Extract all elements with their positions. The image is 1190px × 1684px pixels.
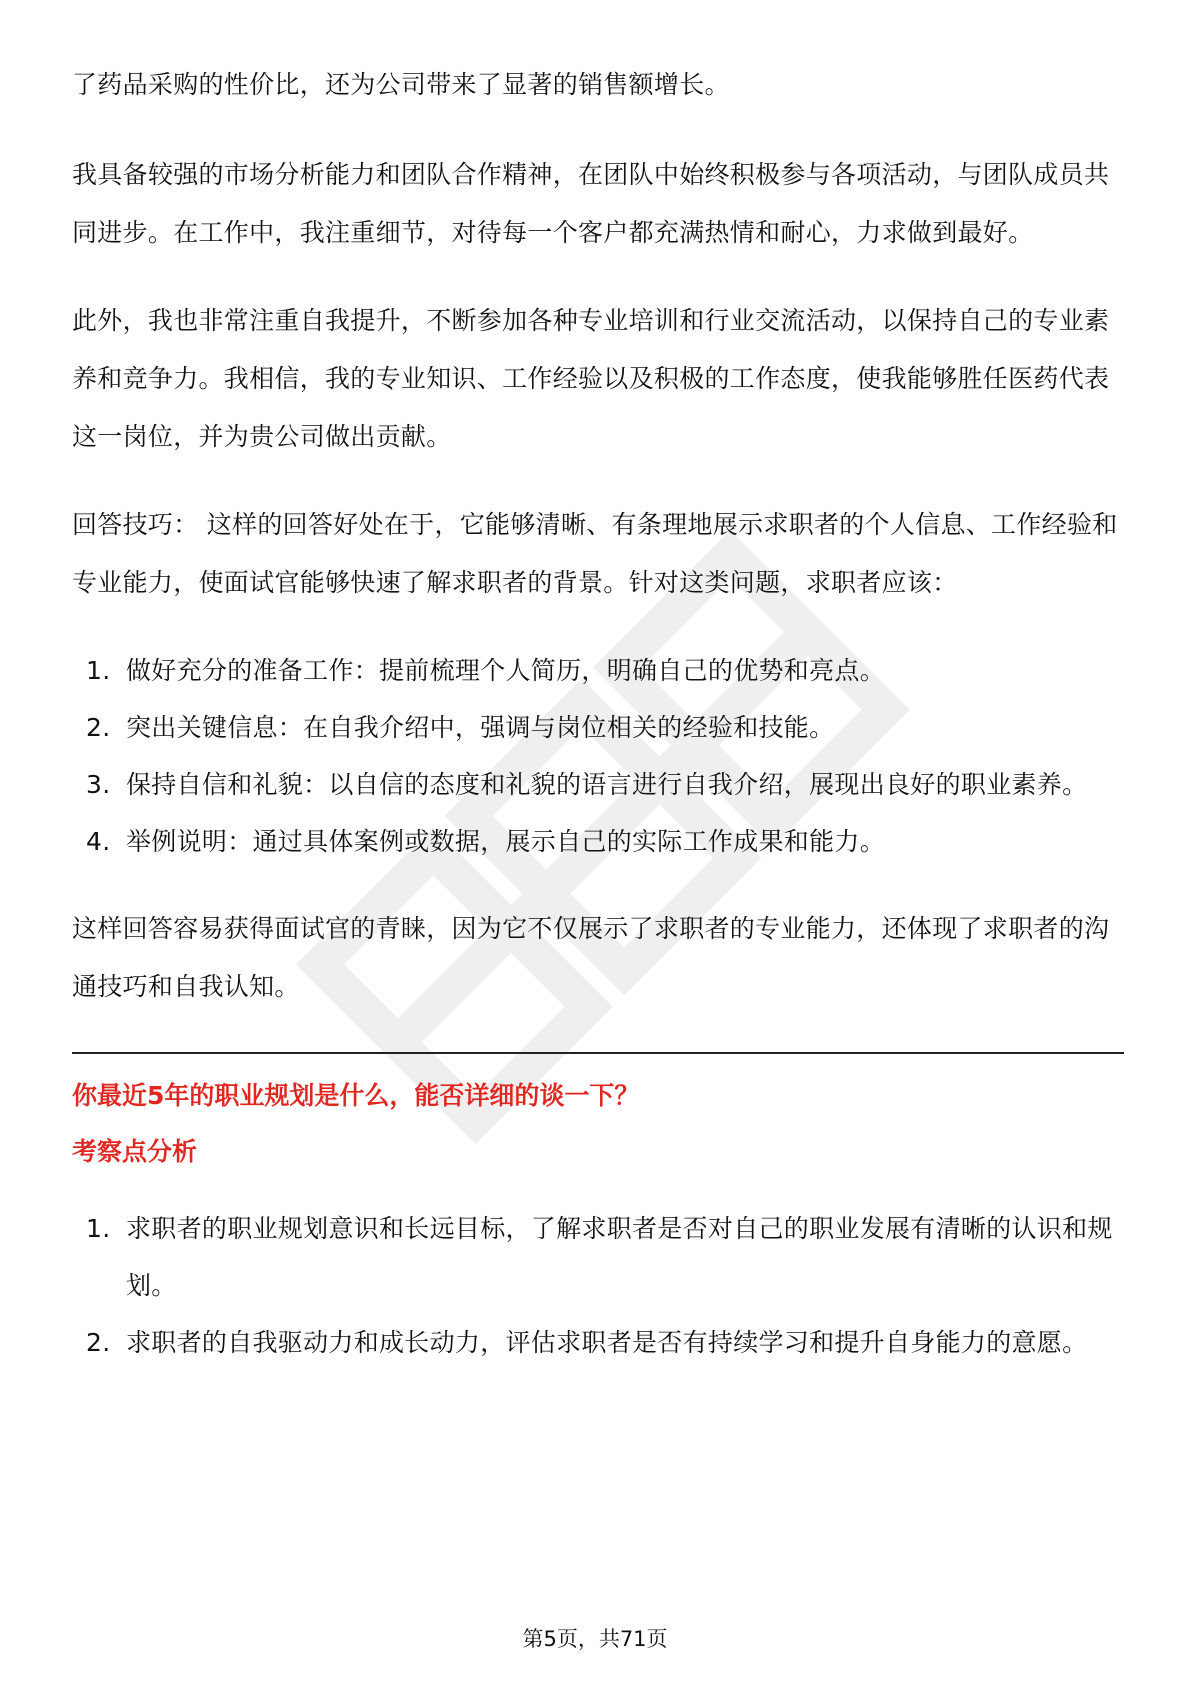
list-item — [72, 756, 1124, 813]
list-text: 突出关键信息：在自我介绍中，强调与岗位相关的经验和技能。 — [126, 713, 835, 742]
list-text: 举例说明：通过具体案例或数据，展示自己的实际工作成果和能力。 — [126, 827, 886, 856]
list-text: 做好充分的准备工作：提前梳理个人简历，明确自己的优势和亮点。 — [126, 656, 886, 685]
paragraph-closing: 这样回答容易获得面试官的青睐，因为它不仅展示了求职者的专业能力，还体现了求职者的沟通技巧和自我认知。 — [72, 914, 1110, 1001]
list-item — [72, 699, 1124, 756]
question-heading: 你最近5年的职业规划是什么，能否详细的谈一下？ — [72, 1081, 640, 1110]
paragraph-self-improvement: 此外，我也非常注重自我提升，不断参加各种专业培训和行业交流活动，以保持自己的专业素养和竞争力。我相信，我的专业知识、工作经验以及积极的工作态度，使我能够胜任医药代表这一岗位，并为贵公司做出贡献。 — [72, 306, 1110, 451]
list-number: 2. — [86, 713, 111, 742]
list-text: 求职者的自我驱动力和成长动力，评估求职者是否有持续学习和提升自身能力的意愿。 — [126, 1328, 1088, 1357]
list-item — [72, 1314, 1124, 1371]
list-number: 1. — [86, 1214, 111, 1243]
list-text: 保持自信和礼貌：以自信的态度和礼貌的语言进行自我介绍，展现出良好的职业素养。 — [126, 770, 1088, 799]
list-number: 2. — [86, 1328, 111, 1357]
list-item — [72, 642, 1124, 699]
list-number: 1. — [86, 656, 111, 685]
paragraph-answer-tips: 回答技巧： 这样的回答好处在于，它能够清晰、有条理地展示求职者的个人信息、工作经验和专业能力，使面试官能够快速了解求职者的背景。针对这类问题，求职者应该： — [72, 510, 1118, 597]
analysis-heading: 考察点分析 — [72, 1137, 198, 1166]
tips-list — [72, 642, 1124, 870]
list-number: 4. — [86, 827, 111, 856]
list-item — [72, 1200, 1124, 1314]
page-footer: 第5页，共71页 — [522, 1627, 668, 1651]
paragraph-continuation: 了药品采购的性价比，还为公司带来了显著的销售额增长。 — [72, 70, 730, 99]
list-number: 3. — [86, 770, 111, 799]
section-divider — [72, 1052, 1124, 1054]
page-content — [72, 56, 1124, 1401]
analysis-list — [72, 1200, 1124, 1371]
paragraph-teamwork: 我具备较强的市场分析能力和团队合作精神，在团队中始终积极参与各项活动，与团队成员共同进步。在工作中，我注重细节，对待每一个客户都充满热情和耐心，力求做到最好。 — [72, 160, 1110, 247]
list-text: 求职者的职业规划意识和长远目标，了解求职者是否对自己的职业发展有清晰的认识和规划。 — [126, 1214, 1113, 1300]
list-item — [72, 813, 1124, 870]
